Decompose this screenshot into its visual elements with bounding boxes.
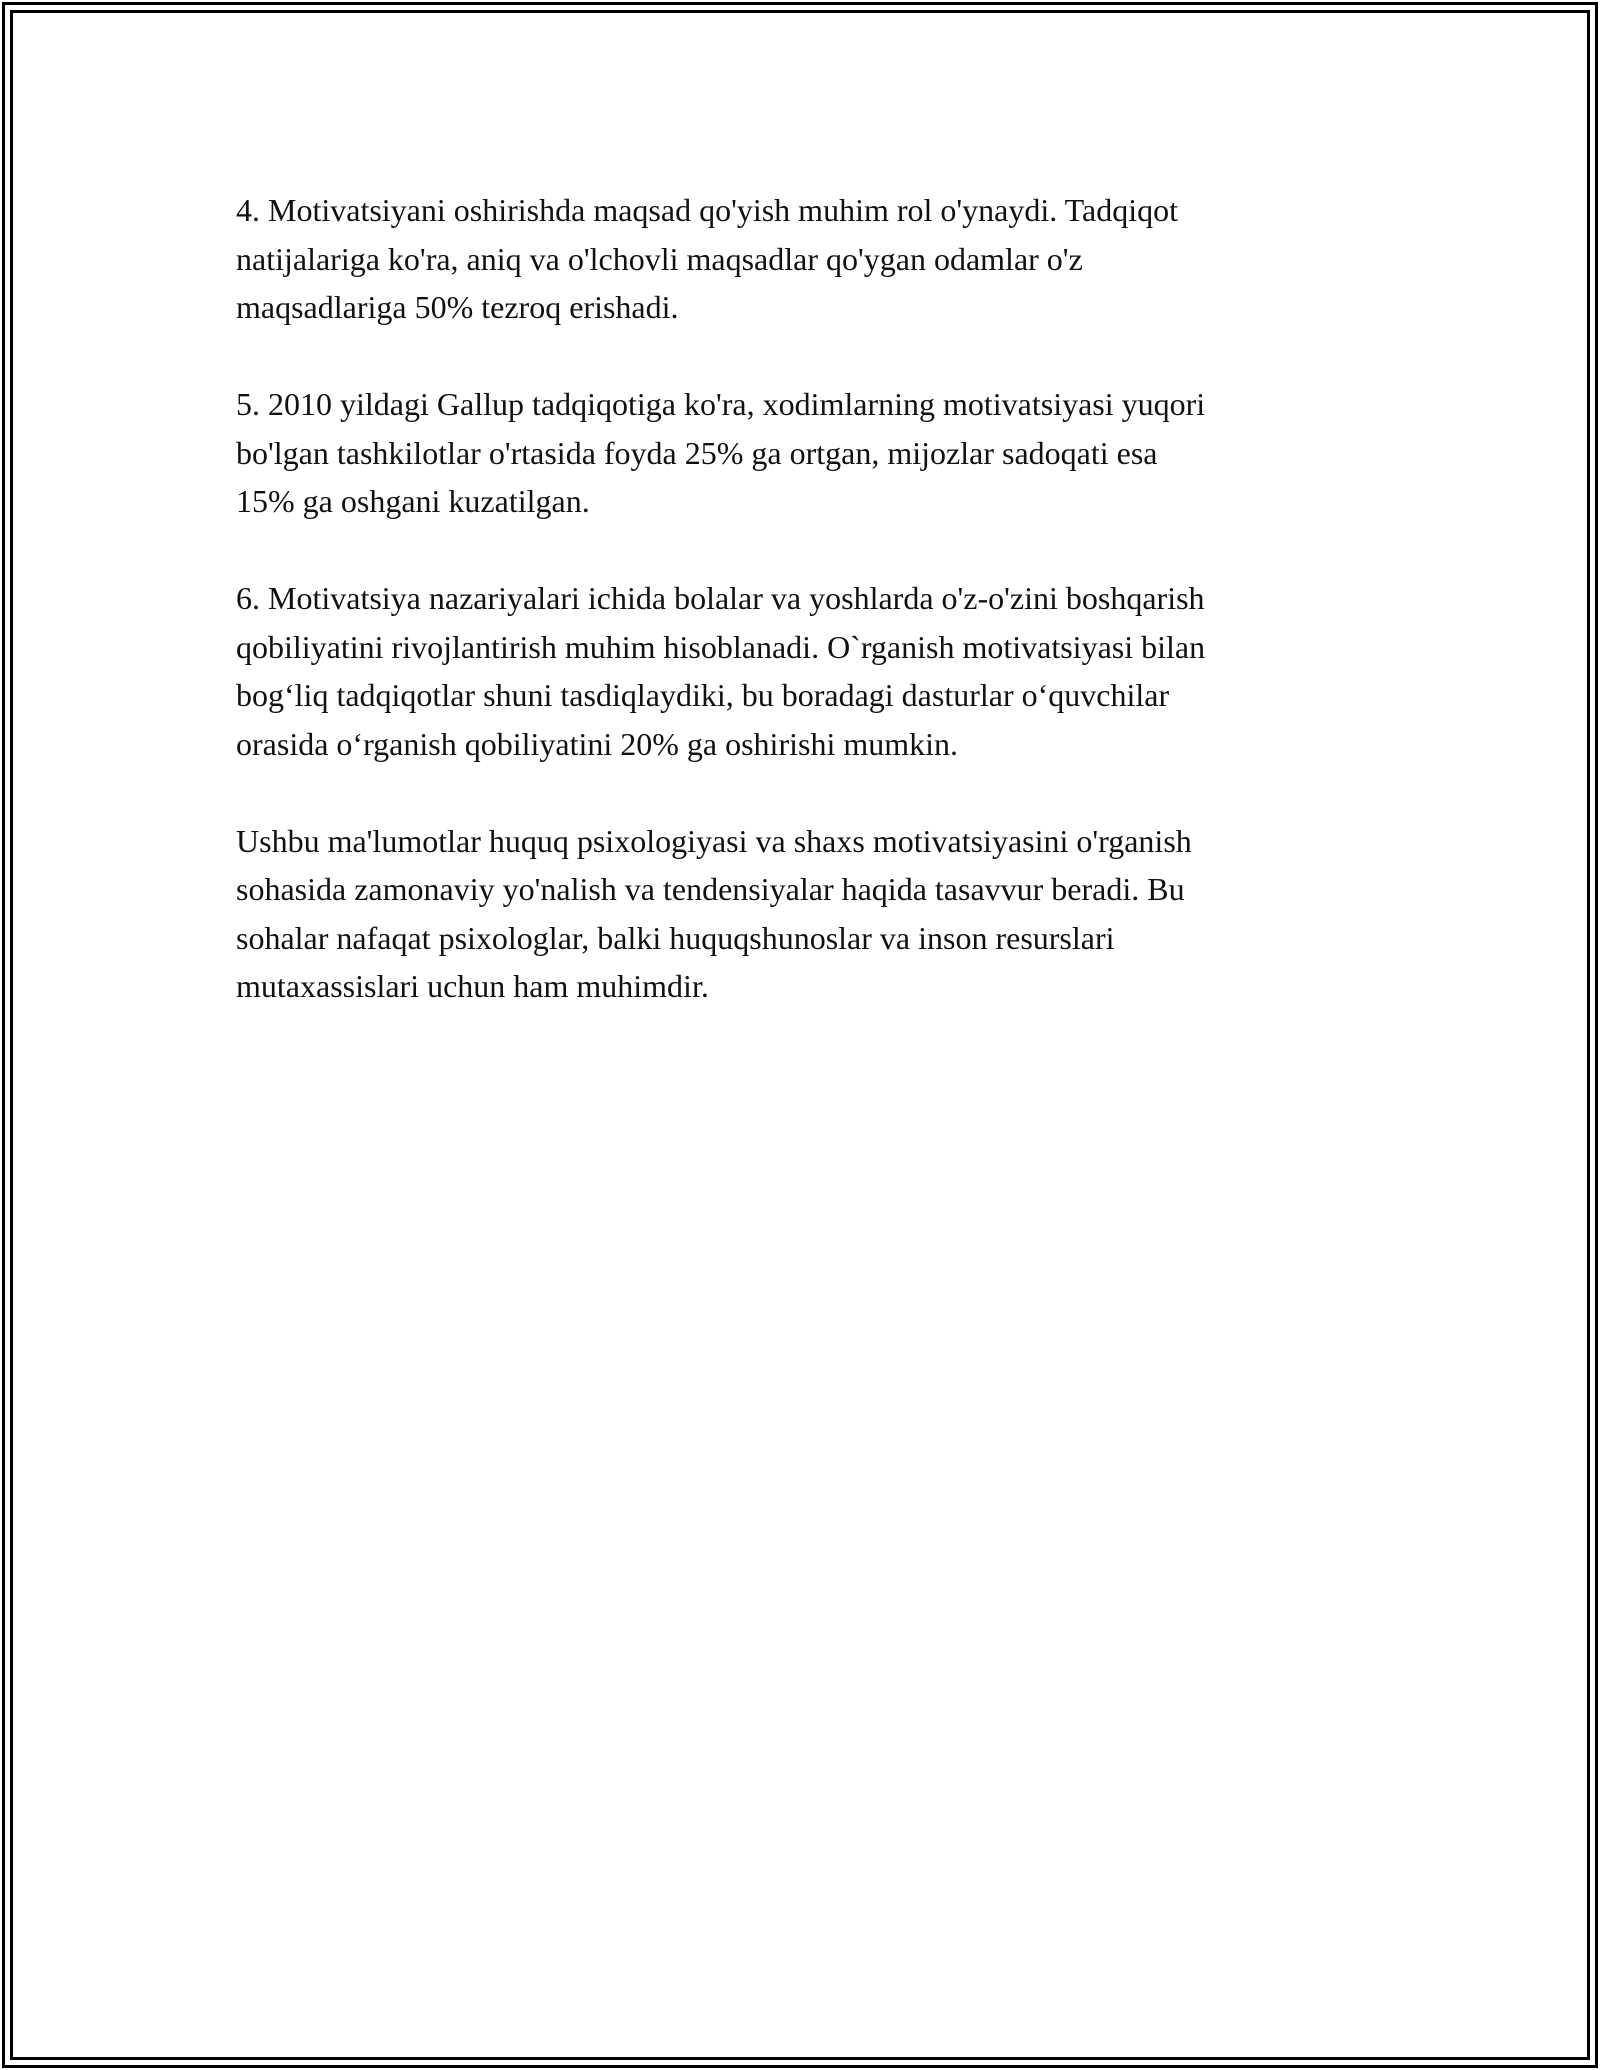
paragraph-goal-setting: 4. Motivatsiyani oshirishda maqsad qo'yish muhim rol o'ynaydi. Tadqiqot natijalariga ko'ra, aniq va o'lchovli maqsadlar qo'ygan odamlar o'z maqsadlariga 50% tezroq erishadi. bbox=[236, 192, 1178, 325]
document-body bbox=[236, 186, 1366, 1059]
paragraph-gallup-study: 5. 2010 yildagi Gallup tadqiqotiga ko'ra, xodimlarning motivatsiyasi yuqori bo'lgan tashkilotlar o'rtasida foyda 25% ga ortgan, mijozlar sadoqati esa 15% ga oshgani kuzatilgan. bbox=[236, 386, 1206, 519]
paragraph-self-regulation: 6. Motivatsiya nazariyalari ichida bolalar va yoshlarda o'z-o'zini boshqarish qobiliyatini rivojlantirish muhim hisoblanadi. O`rganish motivatsiyasi bilan bog‘liq tadqiqotlar shuni tasdiqlaydiki, bu boradagi dasturlar o‘quvchilar orasida o‘rganish qobiliyatini 20% ga oshirishi mumkin. bbox=[236, 580, 1206, 762]
paragraph-conclusion: Ushbu ma'lumotlar huquq psixologiyasi va shaxs motivatsiyasini o'rganish sohasida zamonaviy yo'nalish va tendensiyalar haqida tasavvur beradi. Bu sohalar nafaqat psixologlar, balki huquqshunoslar va inson resurslari mutaxassislari uchun ham muhimdir. bbox=[236, 822, 1192, 1004]
